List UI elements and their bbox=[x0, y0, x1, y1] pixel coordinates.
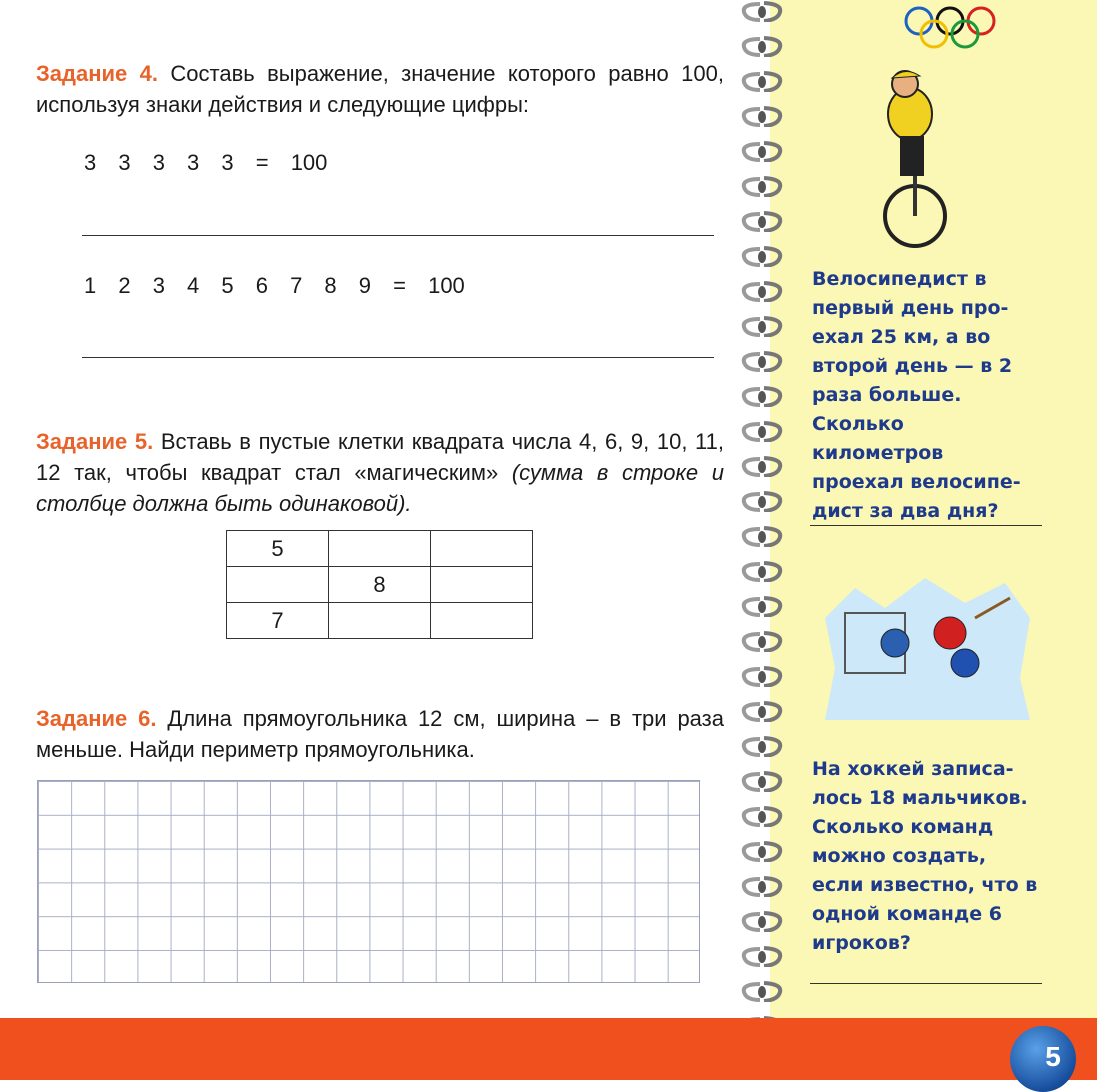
cell[interactable] bbox=[227, 567, 329, 603]
spiral-coil bbox=[738, 0, 788, 22]
task-4-label: Задание 4. bbox=[36, 61, 158, 86]
spiral-coil bbox=[738, 665, 788, 687]
footer-band bbox=[0, 1018, 1097, 1080]
spiral-coil bbox=[738, 595, 788, 617]
spiral-coil bbox=[738, 385, 788, 407]
cell[interactable] bbox=[431, 531, 533, 567]
answer-line-cyclist[interactable] bbox=[810, 525, 1042, 526]
spiral-coil bbox=[738, 910, 788, 932]
olympic-rings-icon bbox=[902, 4, 1002, 50]
spiral-coil bbox=[738, 805, 788, 827]
spiral-coil bbox=[738, 840, 788, 862]
spiral-coil bbox=[738, 140, 788, 162]
hockey-illustration bbox=[825, 578, 1030, 720]
task-6 bbox=[36, 703, 724, 765]
cell[interactable] bbox=[329, 531, 431, 567]
answer-line-hockey[interactable] bbox=[810, 983, 1042, 984]
hockey-problem: На хоккей записа-лось 18 мальчиков. Сколько команд можно создать, если известно, что в одной команде 6 игроков? bbox=[812, 758, 1038, 954]
spiral-coil bbox=[738, 560, 788, 582]
digits-row-1: 3 3 3 3 3 = 100 bbox=[84, 150, 328, 175]
spiral-coil bbox=[738, 280, 788, 302]
spiral-coil bbox=[738, 735, 788, 757]
cyclist-problem: Велосипедист в первый день про-ехал 25 км, а во второй день — в 2 раза больше. Сколько километров проехал велосипе-дист за два дня? bbox=[812, 268, 1021, 522]
grid-workspace[interactable] bbox=[37, 780, 700, 983]
page-number: 5 bbox=[1010, 1026, 1076, 1092]
cell[interactable]: 7 bbox=[227, 603, 329, 639]
spiral-coil bbox=[738, 35, 788, 57]
task-5-label: Задание 5. bbox=[36, 429, 154, 454]
cell[interactable] bbox=[431, 603, 533, 639]
spiral-coil bbox=[738, 420, 788, 442]
spiral-coil bbox=[738, 490, 788, 512]
spiral-coil bbox=[738, 875, 788, 897]
answer-line-2[interactable] bbox=[82, 357, 714, 358]
spiral-coil bbox=[738, 315, 788, 337]
spiral-coil bbox=[738, 105, 788, 127]
spiral-coil bbox=[738, 70, 788, 92]
task-4 bbox=[36, 58, 724, 120]
cell[interactable] bbox=[329, 603, 431, 639]
spiral-coil bbox=[738, 980, 788, 1002]
spiral-coil bbox=[738, 455, 788, 477]
cell[interactable]: 8 bbox=[329, 567, 431, 603]
task-5 bbox=[36, 426, 724, 519]
spiral-coil bbox=[738, 350, 788, 372]
spiral-coil bbox=[738, 175, 788, 197]
task-6-label: Задание 6. bbox=[36, 706, 157, 731]
task-6-text: Длина прямоугольника 12 см, ширина – в три раза меньше. Найди периметр прямоугольника. bbox=[36, 706, 724, 762]
spiral-coil bbox=[738, 525, 788, 547]
magic-square bbox=[226, 530, 533, 639]
answer-line-1[interactable] bbox=[82, 235, 714, 236]
spiral-coil bbox=[738, 700, 788, 722]
digits-row-2: 1 2 3 4 5 6 7 8 9 = 100 bbox=[84, 273, 465, 298]
spiral-coil bbox=[738, 210, 788, 232]
spiral-coil bbox=[738, 630, 788, 652]
spiral-coil bbox=[738, 245, 788, 267]
cell[interactable]: 5 bbox=[227, 531, 329, 567]
spiral-coil bbox=[738, 770, 788, 792]
task-5-text: Вставь в пустые клетки квадрата числа 4, 6, 9, 10, 11, 12 так, чтобы квадрат стал «магическим» bbox=[36, 429, 724, 485]
cell[interactable] bbox=[431, 567, 533, 603]
spiral-binding bbox=[738, 0, 794, 1018]
task-4-text: Составь выражение, значение которого равно 100, используя знаки действия и следующие цифры: bbox=[36, 61, 724, 117]
spiral-coil bbox=[738, 945, 788, 967]
cyclist-illustration bbox=[870, 66, 960, 262]
task-5-note: (сумма в строке и столбце должна быть одинаковой). bbox=[36, 460, 724, 516]
